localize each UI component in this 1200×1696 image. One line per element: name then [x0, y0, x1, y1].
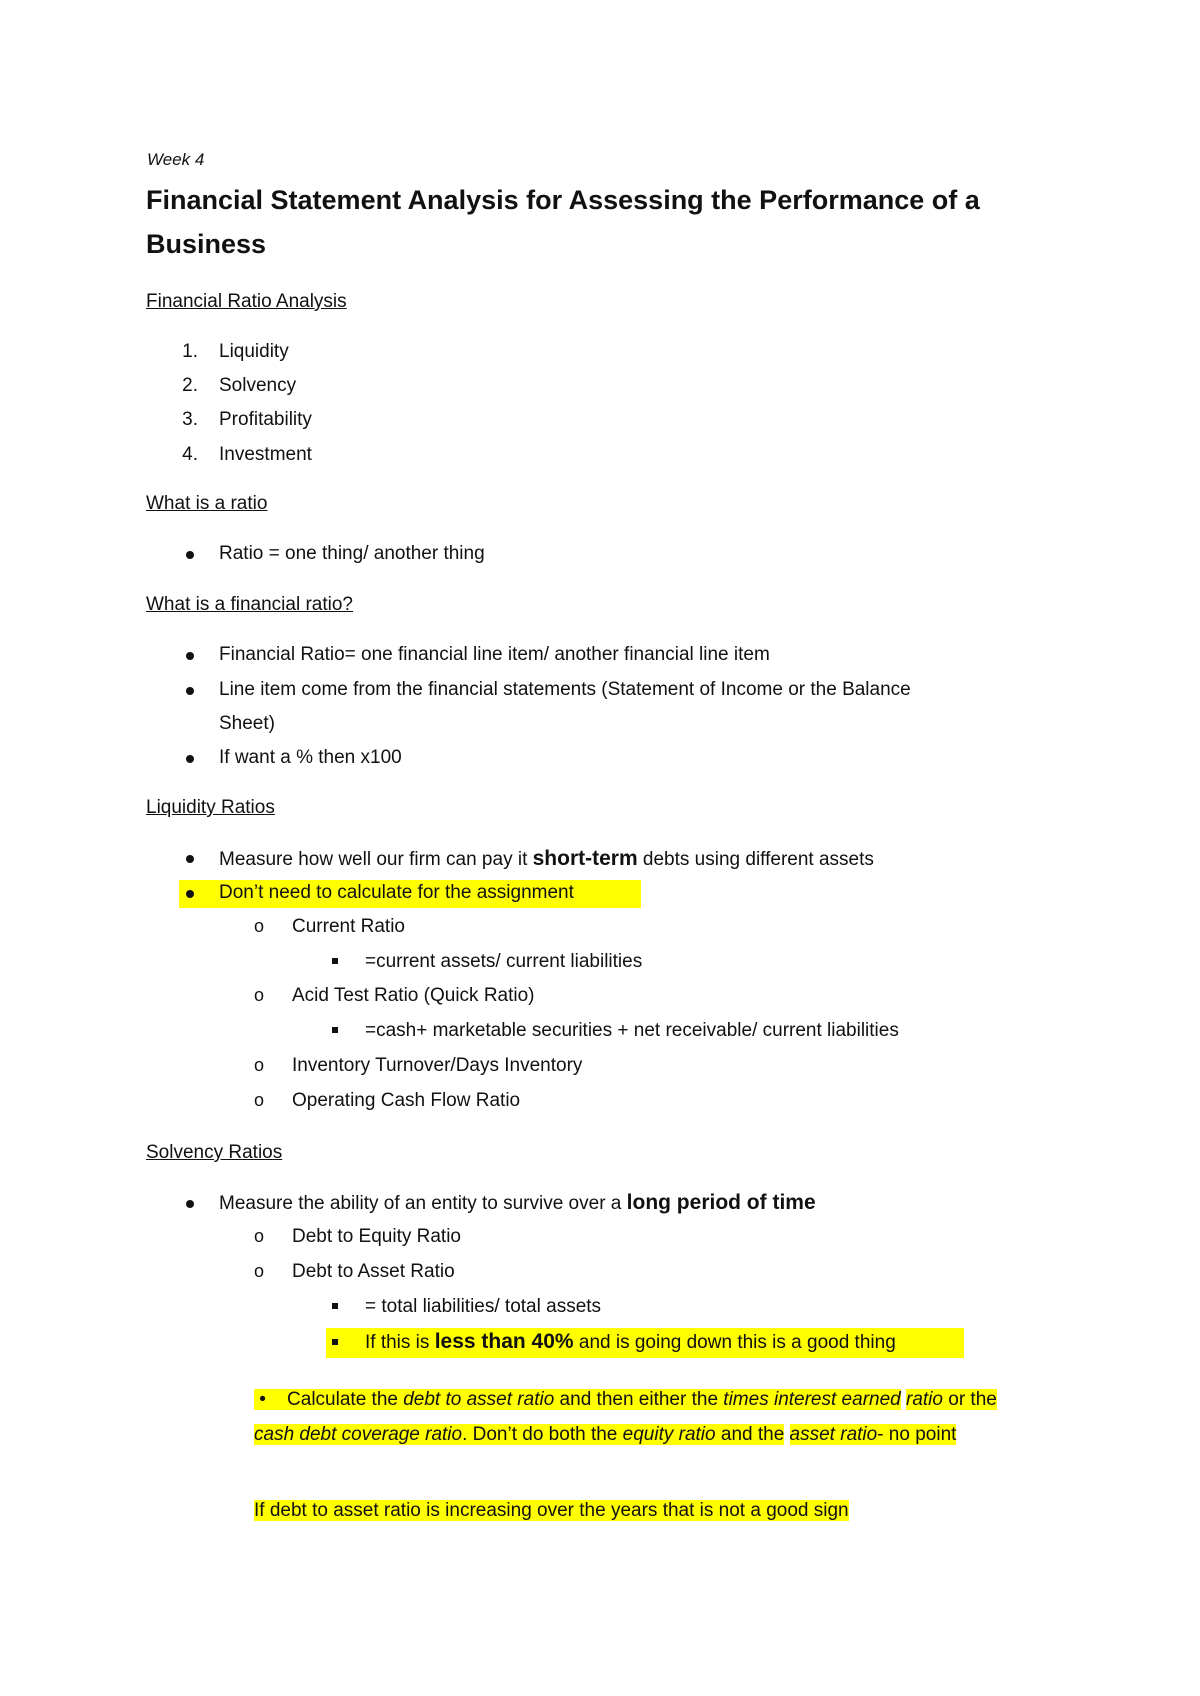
ratio-definition: Ratio = one thing/ another thing	[219, 543, 485, 564]
line-item-source-line1: Line item come from the financial statements (Statement of Income or the Balance	[219, 679, 911, 700]
financial-ratio-definition: Financial Ratio= one financial line item/ another financial line item	[219, 644, 770, 665]
less-than-40-note	[365, 1330, 896, 1354]
inventory-turnover: Inventory Turnover/Days Inventory	[292, 1055, 583, 1076]
liquidity-measure	[219, 847, 874, 871]
heading-financial-ratio-analysis: Financial Ratio Analysis	[146, 291, 347, 312]
good-post: and is going down this is a good thing	[573, 1332, 896, 1353]
circle-bullet-icon: o	[254, 916, 265, 936]
calc-text: or the	[942, 1389, 997, 1410]
list-number: 1.	[182, 341, 198, 362]
operating-cash-flow-ratio: Operating Cash Flow Ratio	[292, 1090, 521, 1111]
line-item-source-line2: Sheet)	[219, 713, 275, 734]
no-calc-note: Don’t need to calculate for the assignment	[219, 882, 574, 903]
calc-bullet-icon: •	[254, 1389, 288, 1410]
square-bullet-icon	[332, 958, 338, 964]
page-title-line2: Business	[146, 229, 267, 259]
calc-text: - no point	[877, 1424, 957, 1445]
good-bold: less than 40%	[434, 1330, 574, 1353]
liquidity-measure-post: debts using different assets	[637, 849, 874, 870]
percent-note: If want a % then x100	[219, 747, 402, 768]
final-note	[254, 1500, 849, 1522]
list-item-solvency: Solvency	[219, 375, 297, 396]
liquidity-measure-bold: short-term	[532, 847, 638, 870]
circle-bullet-icon: o	[254, 1226, 265, 1246]
heading-solvency-ratios: Solvency Ratios	[146, 1142, 283, 1163]
circle-bullet-icon: o	[254, 985, 265, 1005]
current-ratio: Current Ratio	[292, 916, 405, 937]
heading-what-is-a-financial-ratio: What is a financial ratio?	[146, 594, 353, 615]
bullet-icon	[186, 855, 194, 863]
solvency-measure	[219, 1191, 816, 1215]
circle-bullet-icon: o	[254, 1055, 265, 1075]
bullet-icon	[186, 652, 194, 660]
calculation-instructions	[254, 1382, 1034, 1452]
list-number: 4.	[182, 444, 198, 465]
bullet-icon	[186, 687, 194, 695]
list-item-profitability: Profitability	[219, 409, 312, 430]
bullet-icon	[186, 1200, 194, 1208]
solvency-measure-pre: Measure the ability of an entity to survive over a	[219, 1193, 627, 1214]
debt-to-equity-ratio: Debt to Equity Ratio	[292, 1226, 461, 1247]
calc-text: and then either the	[554, 1389, 724, 1410]
acid-test-formula: =cash+ marketable securities + net receivable/ current liabilities	[365, 1020, 899, 1041]
circle-bullet-icon: o	[254, 1261, 265, 1281]
bullet-icon	[186, 890, 194, 898]
calc-text-italic: equity ratio	[622, 1424, 716, 1445]
calc-text: . Don’t do both the	[462, 1424, 623, 1445]
good-pre: If this is	[365, 1332, 435, 1353]
square-bullet-icon	[332, 1303, 338, 1309]
list-item-investment: Investment	[219, 444, 312, 465]
square-bullet-icon	[332, 1027, 338, 1033]
circle-bullet-icon: o	[254, 1090, 265, 1110]
current-ratio-formula: =current assets/ current liabilities	[365, 951, 643, 972]
list-item-liquidity: Liquidity	[219, 341, 289, 362]
calc-text: Calculate the	[287, 1389, 404, 1410]
calc-text-italic: ratio	[906, 1389, 943, 1410]
calc-text-italic: debt to asset ratio	[403, 1389, 555, 1410]
list-number: 2.	[182, 375, 198, 396]
liquidity-measure-pre: Measure how well our firm can pay it	[219, 849, 533, 870]
calc-text-italic: asset ratio	[789, 1424, 878, 1445]
calc-text-italic: cash debt coverage ratio	[254, 1424, 463, 1445]
week-label: Week 4	[147, 150, 205, 169]
calc-text: and the	[715, 1424, 785, 1445]
final-note-text: If debt to asset ratio is increasing over the years that is not a good sign	[254, 1500, 849, 1521]
calc-text-italic: times interest earned	[723, 1389, 901, 1410]
square-bullet-icon	[332, 1339, 338, 1345]
debt-to-asset-ratio: Debt to Asset Ratio	[292, 1261, 455, 1282]
bullet-icon	[186, 551, 194, 559]
page-title-line1: Financial Statement Analysis for Assessing the Performance of a	[146, 185, 980, 215]
heading-liquidity-ratios: Liquidity Ratios	[146, 797, 275, 818]
bullet-icon	[186, 755, 194, 763]
heading-what-is-a-ratio: What is a ratio	[146, 493, 268, 514]
list-number: 3.	[182, 409, 198, 430]
debt-to-asset-formula: = total liabilities/ total assets	[365, 1296, 602, 1317]
solvency-measure-bold: long period of time	[626, 1191, 816, 1214]
acid-test-ratio: Acid Test Ratio (Quick Ratio)	[292, 985, 535, 1006]
